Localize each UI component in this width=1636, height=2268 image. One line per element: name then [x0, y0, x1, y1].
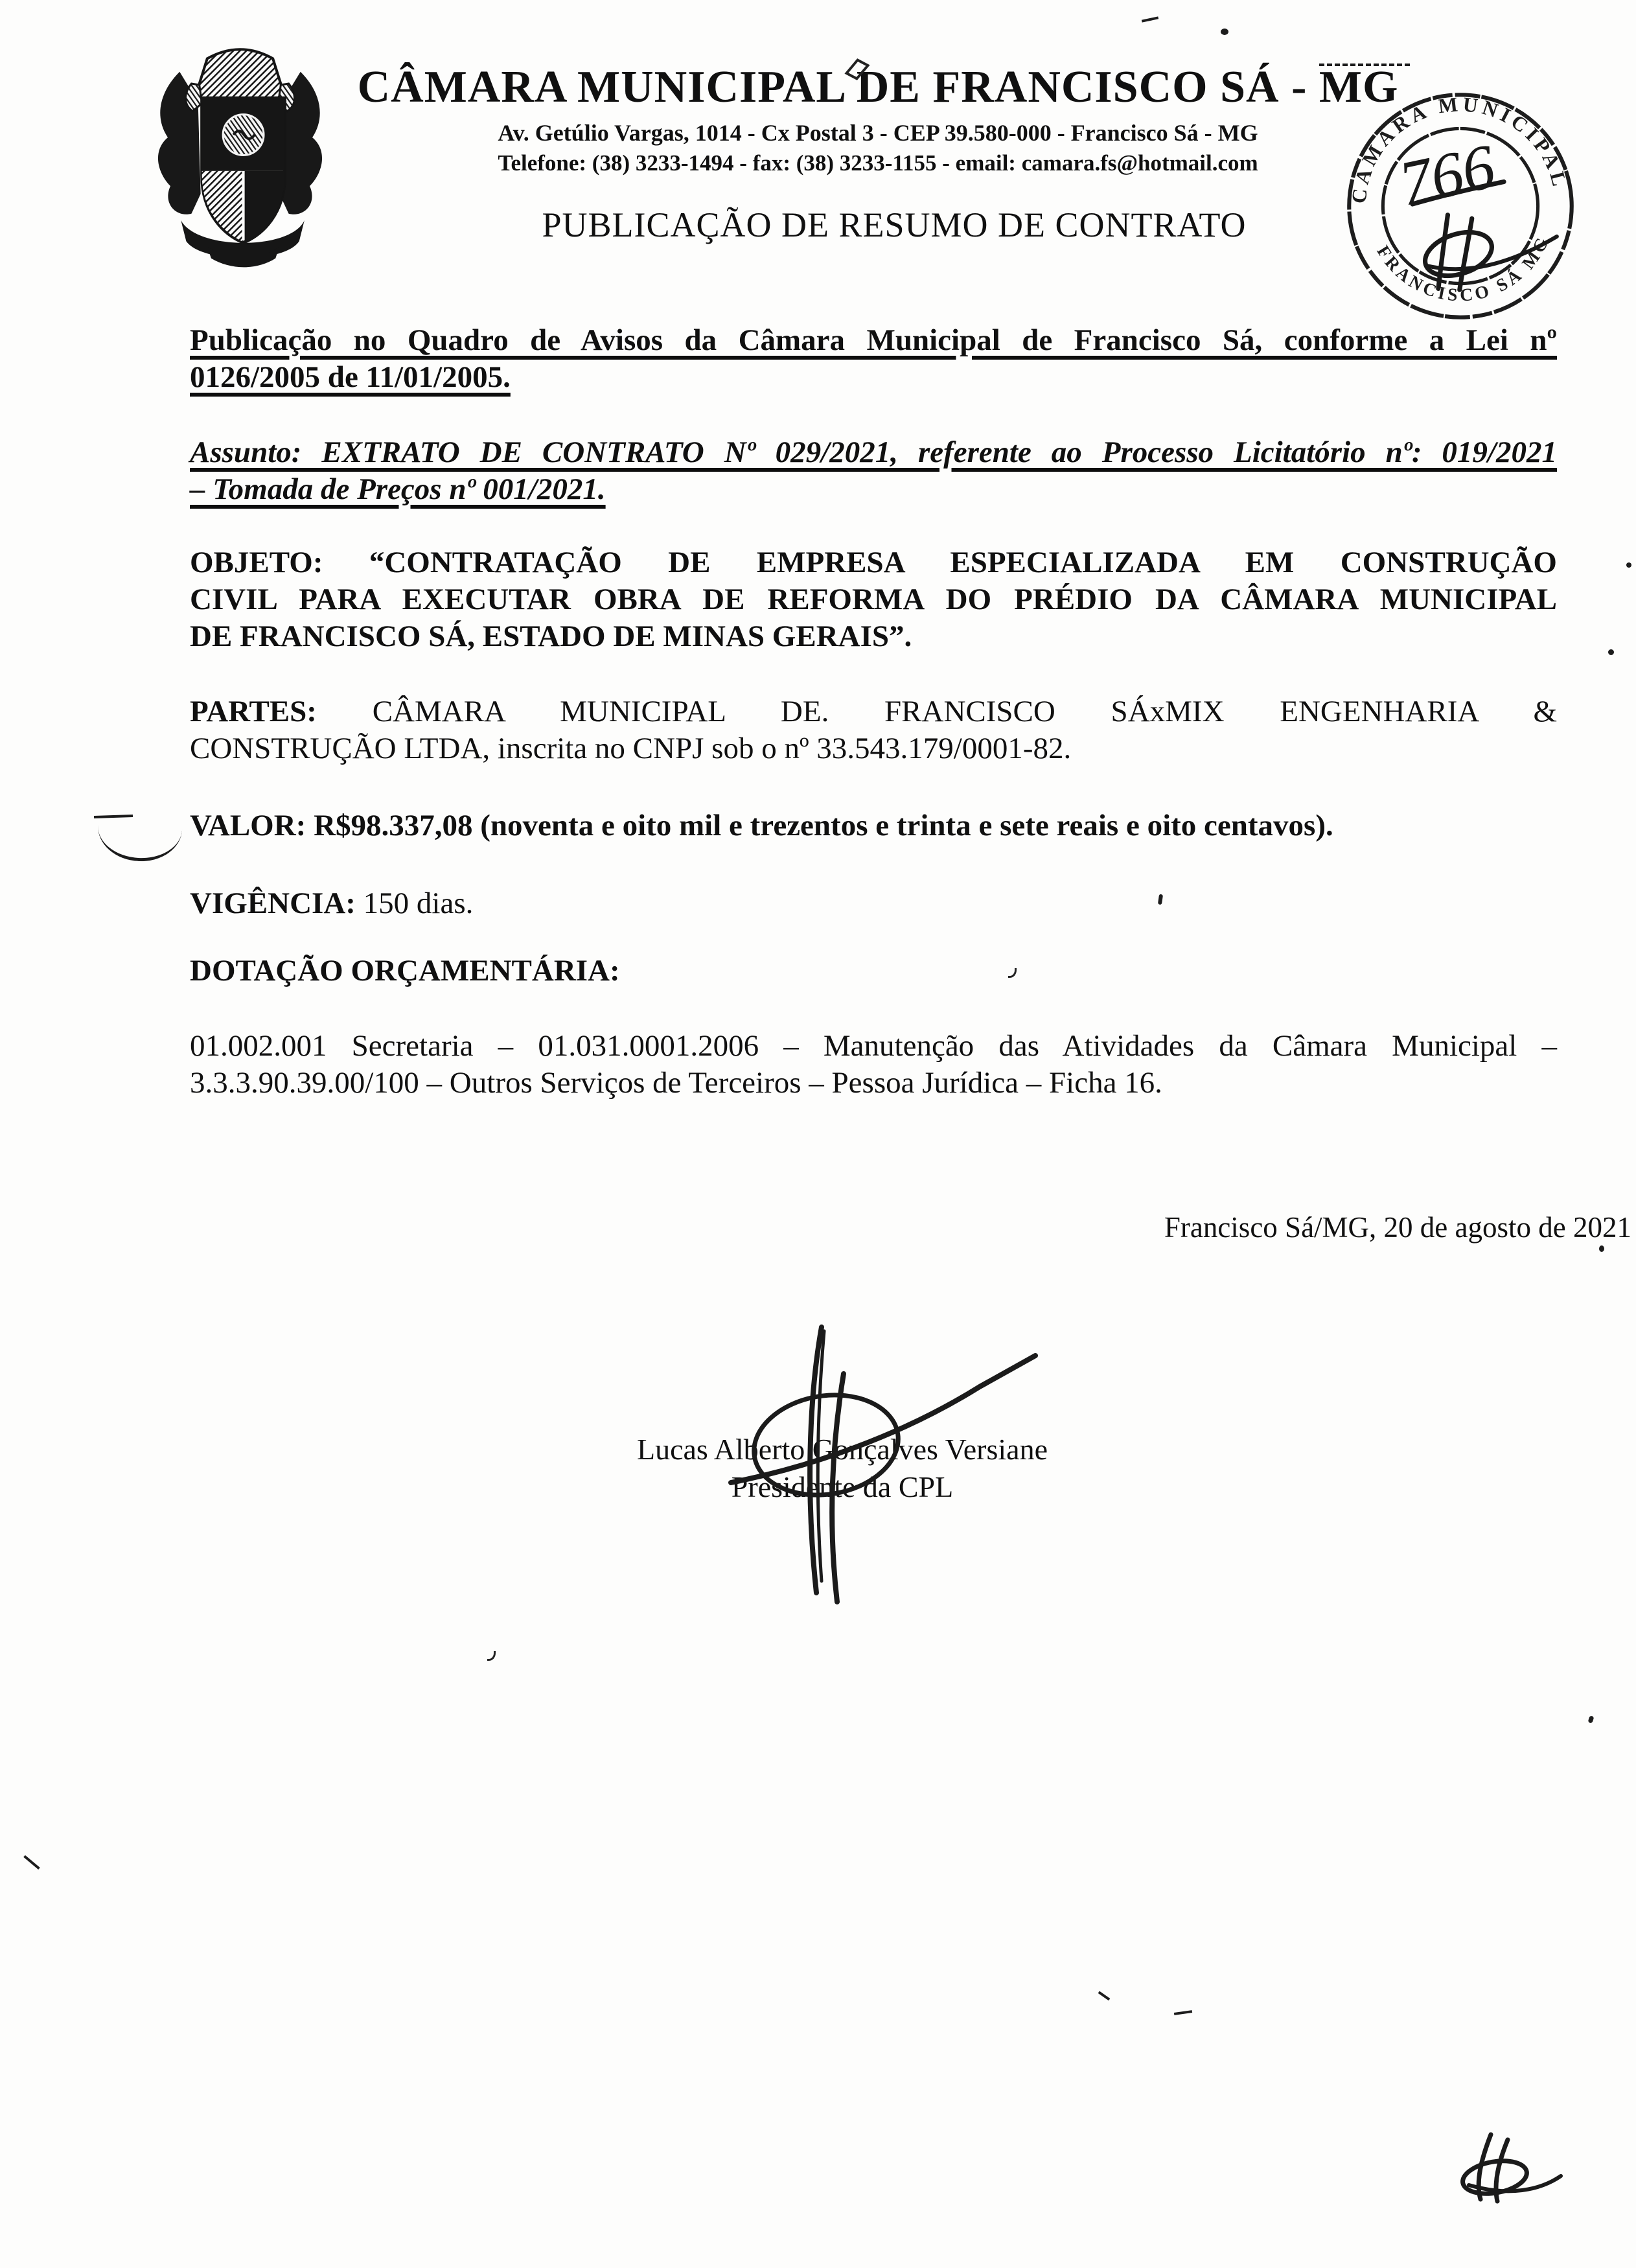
subject-paragraph [190, 434, 1557, 508]
valor-line: VALOR: R$98.337,08 (noventa e oito mil e trezentos e trinta e sete reais e oito centavos). [190, 809, 1333, 842]
document-title: PUBLICAÇÃO DE RESUMO DE CONTRATO [542, 205, 1247, 244]
scan-artifact [487, 1651, 496, 1661]
org-address: Av. Getúlio Vargas, 1014 - Cx Postal 3 - CEP 39.580-000 - Francisco Sá - MG [498, 120, 1258, 146]
stamp-graphic [1333, 78, 1587, 335]
dotacao-line-2: 3.3.3.90.39.00/100 – Outros Serviços de Terceiros – Pessoa Jurídica – Ficha 16. [190, 1066, 1162, 1100]
subject-line-1: Assunto: EXTRATO DE CONTRATO Nº 029/2021, referente ao Processo Licitatório nº: 019/2021 [190, 435, 1557, 469]
partes-paragraph [190, 693, 1557, 767]
scan-artifact [1626, 562, 1631, 568]
org-name: CÂMARA MUNICIPAL DE FRANCISCO SÁ - MG [357, 62, 1399, 112]
scan-artifact [1142, 16, 1158, 22]
coat-of-arms-graphic [128, 38, 352, 274]
publication-notice [190, 322, 1557, 396]
scan-artifact [1221, 29, 1228, 35]
subject-line-2: – Tomada de Preços nº 001/2021. [190, 472, 606, 506]
org-contact: Telefone: (38) 3233-1494 - fax: (38) 3233-1155 - email: camara.fs@hotmail.com [498, 150, 1258, 176]
scan-artifact [94, 815, 133, 818]
partes-line-1: CÂMARA MUNICIPAL DE. FRANCISCO SÁxMIX ENGENHARIA & [372, 695, 1558, 728]
stamp-number: 766 [1393, 131, 1501, 220]
notice-line-2: 0126/2005 de 11/01/2005. [190, 360, 511, 394]
dotacao-line-1: 01.002.001 Secretaria – 01.031.0001.2006 – Manutenção das Atividades da Câmara Municipal – [190, 1029, 1557, 1063]
letterhead [324, 62, 1432, 178]
scan-artifact [1608, 649, 1614, 655]
objeto-line-2: CIVIL PARA EXECUTAR OBRA DE REFORMA DO PRÉDIO DA CÂMARA MUNICIPAL [190, 583, 1557, 616]
dotacao-heading: DOTAÇÃO ORÇAMENTÁRIA: [190, 954, 620, 988]
signer-role: Presidente da CPL [731, 1470, 954, 1503]
scan-artifact [1098, 1991, 1111, 2001]
valor-paragraph [190, 807, 1557, 844]
signer-name: Lucas Alberto Gonçalves Versiane [636, 1433, 1048, 1466]
scan-artifact [1174, 2010, 1192, 2015]
round-stamp [1333, 78, 1587, 335]
notice-line-1: Publicação no Quadro de Avisos da Câmara Municipal de Francisco Sá, conforme a Lei nº [190, 323, 1557, 357]
vigencia-value: 150 dias. [363, 886, 474, 920]
scan-artifact [1587, 1715, 1594, 1724]
scan-artifact [97, 822, 183, 864]
signature-scrawl [616, 1309, 1069, 1620]
stamp-bottom-text: FRANCISCO SÁ MG [1373, 231, 1554, 305]
vigencia-paragraph [190, 885, 1557, 922]
vigencia-label: VIGÊNCIA: [190, 886, 356, 920]
objeto-paragraph [190, 544, 1557, 655]
dotacao-paragraph [190, 1028, 1557, 1102]
place-date-line: Francisco Sá/MG, 20 de agosto de 2021 [1164, 1211, 1631, 1244]
scan-artifact [23, 1855, 40, 1869]
objeto-line-1: OBJETO: “CONTRATAÇÃO DE EMPRESA ESPECIALIZADA EM CONSTRUÇÃO [190, 546, 1557, 579]
coat-of-arms [128, 38, 352, 274]
paraph-mark [1429, 2119, 1604, 2216]
partes-line-2: CONSTRUÇÃO LTDA, inscrita no CNPJ sob o nº 33.543.179/0001-82. [190, 732, 1072, 765]
scan-artifact [1599, 1245, 1604, 1252]
stamp-top-text: CÂMARA MUNICIPAL [1347, 92, 1573, 205]
objeto-line-3: DE FRANCISCO SÁ, ESTADO DE MINAS GERAIS”. [190, 619, 912, 653]
partes-label: PARTES: [190, 695, 317, 728]
